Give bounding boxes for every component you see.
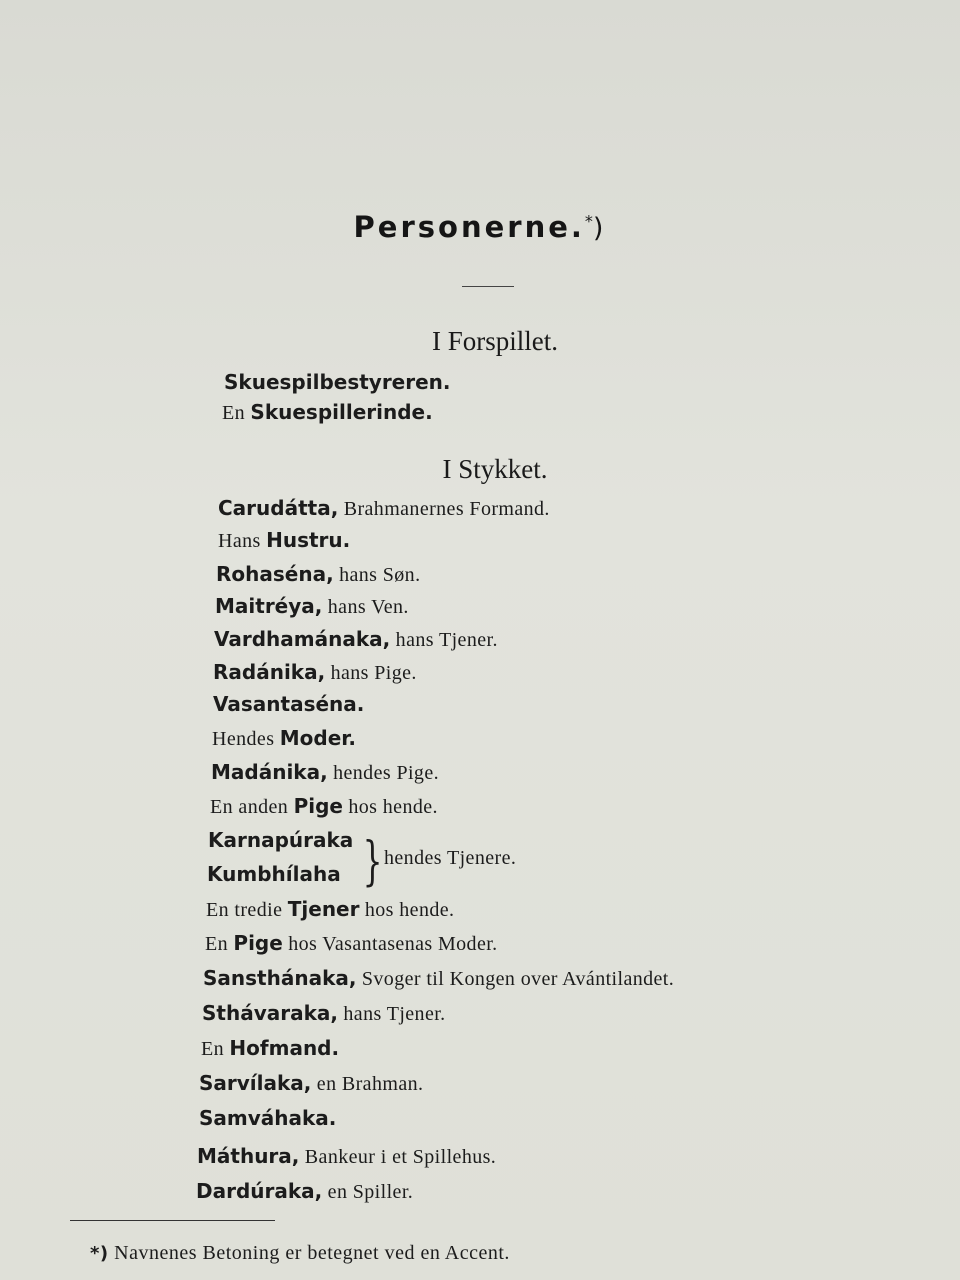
section-heading-prologue: I Forspillet. [432, 326, 558, 356]
brace-note: hendes Tjenere. [384, 847, 517, 869]
footnote-mark: *) [90, 1243, 109, 1264]
play-role: Kumbhílaha [207, 862, 341, 886]
play-role: En Hofmand. [201, 1036, 340, 1060]
play-role: Rohaséna, hans Søn. [216, 562, 421, 586]
footnote [90, 1242, 510, 1265]
play-role: Sthávaraka, hans Tjener. [202, 1001, 446, 1025]
play-role: Radánika, hans Pige. [213, 660, 417, 684]
play-role: Hendes Moder. [212, 726, 356, 750]
brace-glyph: } [362, 832, 383, 892]
title-text: Personerne. [353, 210, 585, 244]
play-role: En Pige hos Vasantasenas Moder. [205, 931, 498, 955]
play-role: Sansthánaka, Svoger til Kongen over Avántilandet. [203, 966, 675, 990]
prologue-role: Skuespilbestyreren. [224, 370, 451, 394]
play-role: Dardúraka, en Spiller. [196, 1179, 414, 1203]
title-paren: ) [592, 213, 607, 244]
title-divider [462, 286, 514, 287]
play-role: Vardhamánaka, hans Tjener. [214, 627, 498, 651]
page-title [0, 210, 960, 244]
play-role: En tredie Tjener hos hende. [206, 897, 455, 921]
footnote-text: Navnenes Betoning er betegnet ved en Accent. [108, 1242, 510, 1264]
footnote-divider [70, 1220, 275, 1221]
play-role: Hans Hustru. [218, 528, 351, 552]
play-role: Madánika, hendes Pige. [211, 760, 439, 784]
section-heading-play: I Stykket. [442, 454, 548, 484]
play-role: Máthura, Bankeur i et Spillehus. [197, 1144, 497, 1168]
play-role: Karnapúraka [208, 828, 354, 852]
play-role: Sarvílaka, en Brahman. [199, 1071, 424, 1095]
play-role: Vasantaséna. [213, 692, 365, 716]
play-role: Maitréya, hans Ven. [215, 594, 409, 618]
play-role: En anden Pige hos hende. [210, 794, 438, 818]
title-footnote-mark: * [584, 211, 593, 231]
prologue-role: En Skuespillerinde. [222, 400, 433, 424]
play-role: Samváhaka. [199, 1106, 337, 1130]
play-role: Carudátta, Brahmanernes Formand. [218, 496, 550, 520]
